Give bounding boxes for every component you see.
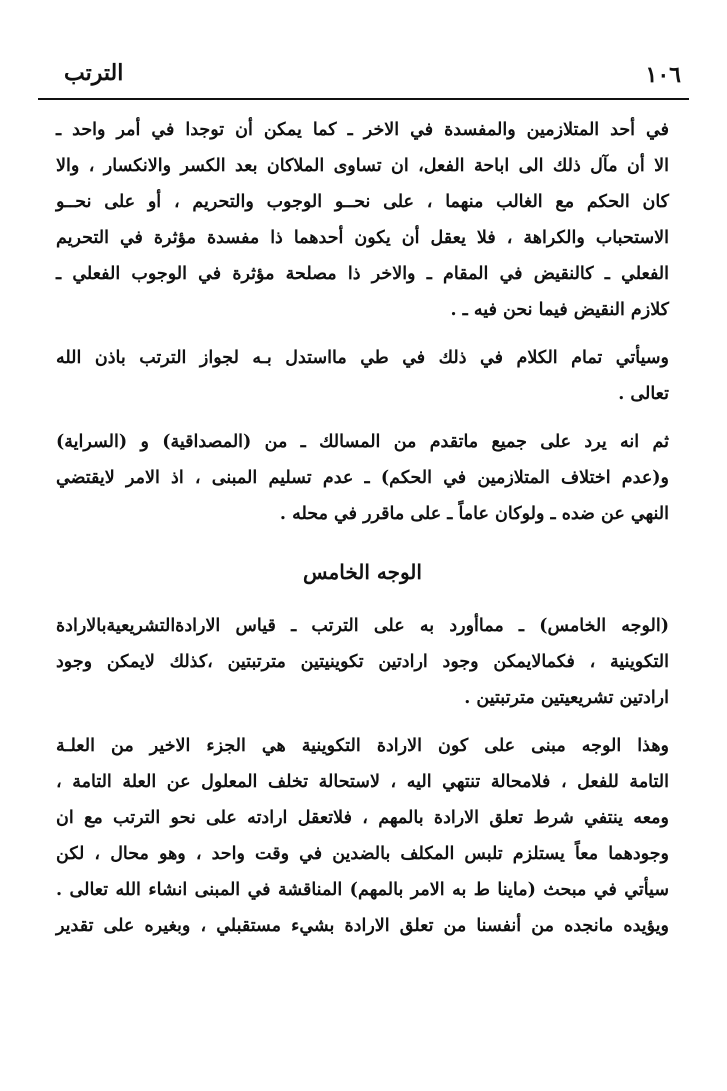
text-line: الفعلي ـ كالنقيض في المقام ـ والاخر ذا مصلحة مؤثرة في الوجوب الفعلي ـ <box>56 264 669 284</box>
paragraph-gap <box>56 716 669 728</box>
paragraph-2 <box>56 340 669 412</box>
paragraph-5 <box>56 728 669 944</box>
text-line: كلازم النقيض فيما نحن فيه ـ . <box>450 300 669 320</box>
text-line: التكوينية ، فكمالايمكن وجود ارادتين تكوينيتين مترتبتين ،كذلك لايمكن وجود <box>56 652 669 672</box>
body-text <box>56 112 669 944</box>
paragraph-3 <box>56 424 669 532</box>
text-line: في أحد المتلازمين والمفسدة في الاخر ـ كما يمكن أن توجدا في أمر واحد ـ <box>56 120 669 140</box>
text-line: الاستحباب والكراهة ، فلا يعقل أن يكون أحدهما ذا مفسدة مؤثرة في التحريم <box>56 228 669 248</box>
text-line: ويؤيده مانجده من أنفسنا من تعلق الارادة بشيء مستقبلي ، وبغيره على تقدير <box>56 916 669 936</box>
text-line: و(عدم اختلاف المتلازمين في الحكم) ـ عدم تسليم المبنى ، اذ الامر لايقتضي <box>56 468 669 488</box>
section-heading: الوجه الخامس <box>303 560 422 584</box>
text-line: تعالى . <box>618 384 669 404</box>
paragraph-4 <box>56 608 669 716</box>
paragraph-gap <box>56 328 669 340</box>
text-line: الا أن مآل ذلك الى اباحة الفعل، ان تساوى الملاكان بعد الكسر والانكسار ، والا <box>56 156 669 176</box>
text-line: ومعه ينتفي شرط تعلق الارادة بالمهم ، فلاتعقل ارادته على نحو الترتب مع ان <box>56 808 669 828</box>
paragraph-gap <box>56 412 669 424</box>
running-title: الترتب <box>64 60 124 86</box>
page-header <box>38 58 689 100</box>
text-line: سيأتي في مبحث (ماينا ط به الامر بالمهم) المناقشة في المبنى انشاء الله تعالى . <box>56 880 669 900</box>
text-line: كان الحكم مع الغالب منهما ، على نحــو الوجوب والتحريم ، أو على نحــو <box>56 192 669 212</box>
text-line: وجودهما معاً يستلزم تلبس المكلف بالضدين في وقت واحد ، وهو محال ، لكن <box>56 844 669 864</box>
page-number: ١٠٦ <box>645 62 681 88</box>
header-rule <box>38 98 689 100</box>
text-line: ثم انه يرد على جميع ماتقدم من المسالك ـ من (المصداقية) و (السراية) <box>56 432 669 452</box>
text-line: وهذا الوجه مبنى على كون الارادة التكوينية هي الجزء الاخير من العلـة <box>56 736 669 756</box>
paragraph-1 <box>56 112 669 328</box>
text-line: وسيأتي تمام الكلام في ذلك في طي مااستدل بـه لجواز الترتب باذن الله <box>56 348 669 368</box>
text-line: (الوجه الخامس) ـ مماأورد به على الترتب ـ قياس الارادةالتشريعيةبالارادة <box>56 616 669 636</box>
text-line: النهي عن ضده ـ ولوكان عاماً ـ على ماقرر في محله . <box>279 504 669 524</box>
text-line: التامة للفعل ، فلامحالة تنتهي اليه ، لاستحالة تخلف المعلول عن العلة التامة ، <box>56 772 669 792</box>
text-line: ارادتين تشريعيتين مترتبتين . <box>464 688 669 708</box>
